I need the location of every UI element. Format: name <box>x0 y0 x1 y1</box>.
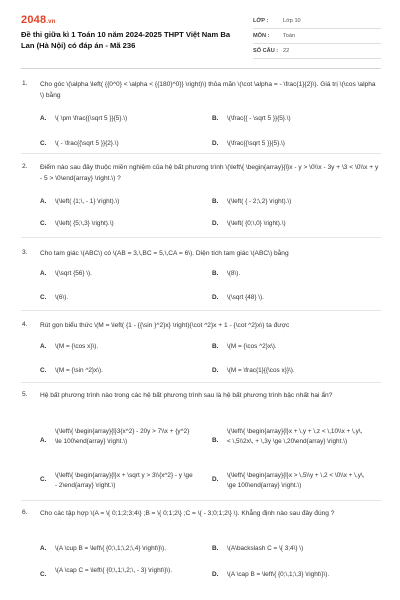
info-row-class <box>253 14 381 29</box>
option-text: \(\left\{ \begin{array}{l}x > \,5\\y + \,2 < \0\\x + \,y\, \ge 100\end{array} \right.\) <box>227 472 365 489</box>
option-label: D. <box>212 294 219 301</box>
option-label: C. <box>40 476 47 483</box>
question-text: Cho góc \(\alpha \left( {{0^0} < \alpha < {{180}^0}} \right)\) thỏa mãn \(\cot \alpha = - \frac{1}{2}\). Giá trị \(\cos \alpha \) bằng <box>40 81 376 99</box>
logo-suffix: .vn <box>46 19 56 25</box>
option-label: D. <box>212 220 219 227</box>
option-text: \(\left( {0;\,0} \right).\) <box>227 220 286 227</box>
question-text: Cho các tập hợp \(A = \{ 0;1;2;3;4\} ;B = \{ 0;1;2\} ;C = \{ - 3;0;1;2\} \). Khẳng định nào sau đây đúng ? <box>40 510 335 517</box>
header <box>0 0 400 64</box>
question-divider <box>21 153 381 154</box>
option-label: A. <box>40 545 47 552</box>
option-text: \(A \cap C = \left\{ {0;\,1;\,2;\, - 3} \right\}\). <box>55 567 173 574</box>
info-row-count <box>253 44 381 59</box>
option-label: B. <box>212 343 219 350</box>
option-text: \(6\). <box>55 294 69 301</box>
question-divider <box>21 500 381 501</box>
option-text: \(8\). <box>227 270 241 277</box>
option-text: \(\left\{ \begin{array}{l}x + \sqrt y > 3\\{x^2} - y \ge - 2\end{array} \right.\) <box>55 472 193 489</box>
option-label: B. <box>212 198 219 205</box>
option-text: \( - \frac{{\sqrt 5 }}{2}.\) <box>55 140 119 147</box>
option-label: A. <box>40 115 47 122</box>
info-label: MÔN : <box>253 33 270 39</box>
info-label: SỐ CÂU : <box>253 48 279 54</box>
info-label: LỚP : <box>253 18 269 24</box>
question-number: 1. <box>22 80 28 87</box>
option-label: D. <box>212 367 219 374</box>
option-text: \(A\backslash C = \{ 3;4\} \) <box>227 545 304 552</box>
option-label: A. <box>40 198 47 205</box>
option-label: D. <box>212 140 219 147</box>
option-text: \(\left( { - 2;\,2} \right).\) <box>227 198 292 205</box>
option-label: A. <box>40 437 47 444</box>
question-divider <box>21 310 381 311</box>
option-text: \( \pm \frac{{\sqrt 5 }}{5}.\) <box>55 115 128 122</box>
option-label: C. <box>40 571 47 578</box>
option-label: D. <box>212 476 219 483</box>
option-text: \(\frac{{ - \sqrt 5 }}{5}.\) <box>227 115 291 122</box>
question-text: Hệ bất phương trình nào trong các hệ bất phương trình sau là hệ bất phương trình bậc nhất hai ẩn? <box>40 392 333 399</box>
option-label: C. <box>40 220 47 227</box>
question-number: 3. <box>22 249 28 256</box>
option-text: \(\left\{ \begin{array}{l}3{x^2} - 20y > 7\\x + {y^2} \le 100\end{array} \right.\) <box>55 428 190 445</box>
option-text: \(M = {\sin ^2}x\). <box>55 367 103 374</box>
page-title: Đề thi giữa kì 1 Toán 10 năm 2024-2025 THPT Việt Nam Ba Lan (Hà Nội) có đáp án - Mã 236 <box>21 30 231 50</box>
option-text: \(A \cup B = \left\{ {0;\,1;\,2;\,4} \right\}\). <box>55 545 167 552</box>
logo[interactable] <box>21 14 56 26</box>
option-label: B. <box>212 437 219 444</box>
option-label: B. <box>212 270 219 277</box>
option-text: \(M = {\cos ^2}x\). <box>227 343 277 350</box>
option-text: \(\left( {5;\,3} \right).\) <box>55 220 114 227</box>
option-text: \(\left\{ \begin{array}{l}x + \,y + \,z < \,10\\x + \,y\, < \,5\\2x\, + \,3y \ge \,20\end{array} \right.\) <box>227 428 363 445</box>
option-label: C. <box>40 294 47 301</box>
header-divider <box>21 68 381 69</box>
option-text: \(M = {\cos x}\). <box>55 343 99 350</box>
question-divider <box>21 382 381 383</box>
option-label: D. <box>212 571 219 578</box>
option-label: C. <box>40 367 47 374</box>
exam-info-table <box>253 14 381 59</box>
question-number: 2. <box>22 163 28 170</box>
option-label: C. <box>40 140 47 147</box>
option-text: \(A \cap B = \left\{ {0;\,1;\,3} \right\}\). <box>227 571 330 578</box>
option-label: A. <box>40 343 47 350</box>
info-row-subject <box>253 29 381 44</box>
option-text: \(\sqrt {56} \). <box>55 270 92 277</box>
option-label: B. <box>212 115 219 122</box>
logo-text: 2048 <box>21 14 47 26</box>
question-text: Điểm nào sau đây thuộc miền nghiệm của hệ bất phương trình \(\left\{ \begin{array}{l}x - y > \0\\x - 3y + \3 < \0\\x + y - 5 > \0\end{array} \right.\) ? <box>40 164 379 182</box>
info-value: 22 <box>283 48 290 54</box>
option-text: \(\left( {1;\, - 1} \right).\) <box>55 198 120 205</box>
question-text: Rút gọn biểu thức \(M = \left( {1 - {{\sin }^2}x} \right){\cot ^2}x + 1 - {\cot ^2}x\) ta được <box>40 322 290 329</box>
info-value: Toán <box>283 33 296 39</box>
question-number: 6. <box>22 509 28 516</box>
question-text: Cho tam giác \(ABC\) có \(AB = 3,\,BC = 5,\,CA = 6\). Diện tích tam giác \(ABC\) bằng <box>40 250 289 257</box>
option-label: A. <box>40 270 47 277</box>
question-number: 5. <box>22 391 28 398</box>
option-text: \(\sqrt {48} \). <box>227 294 264 301</box>
option-label: B. <box>212 545 219 552</box>
option-text: \(\frac{{\sqrt 5 }}{5}.\) <box>227 140 285 147</box>
option-text: \(M = \frac{1}{{\cos x}}\). <box>227 367 295 374</box>
question-number: 4. <box>22 321 28 328</box>
question-divider <box>21 237 381 238</box>
info-value: Lớp 10 <box>283 18 301 24</box>
